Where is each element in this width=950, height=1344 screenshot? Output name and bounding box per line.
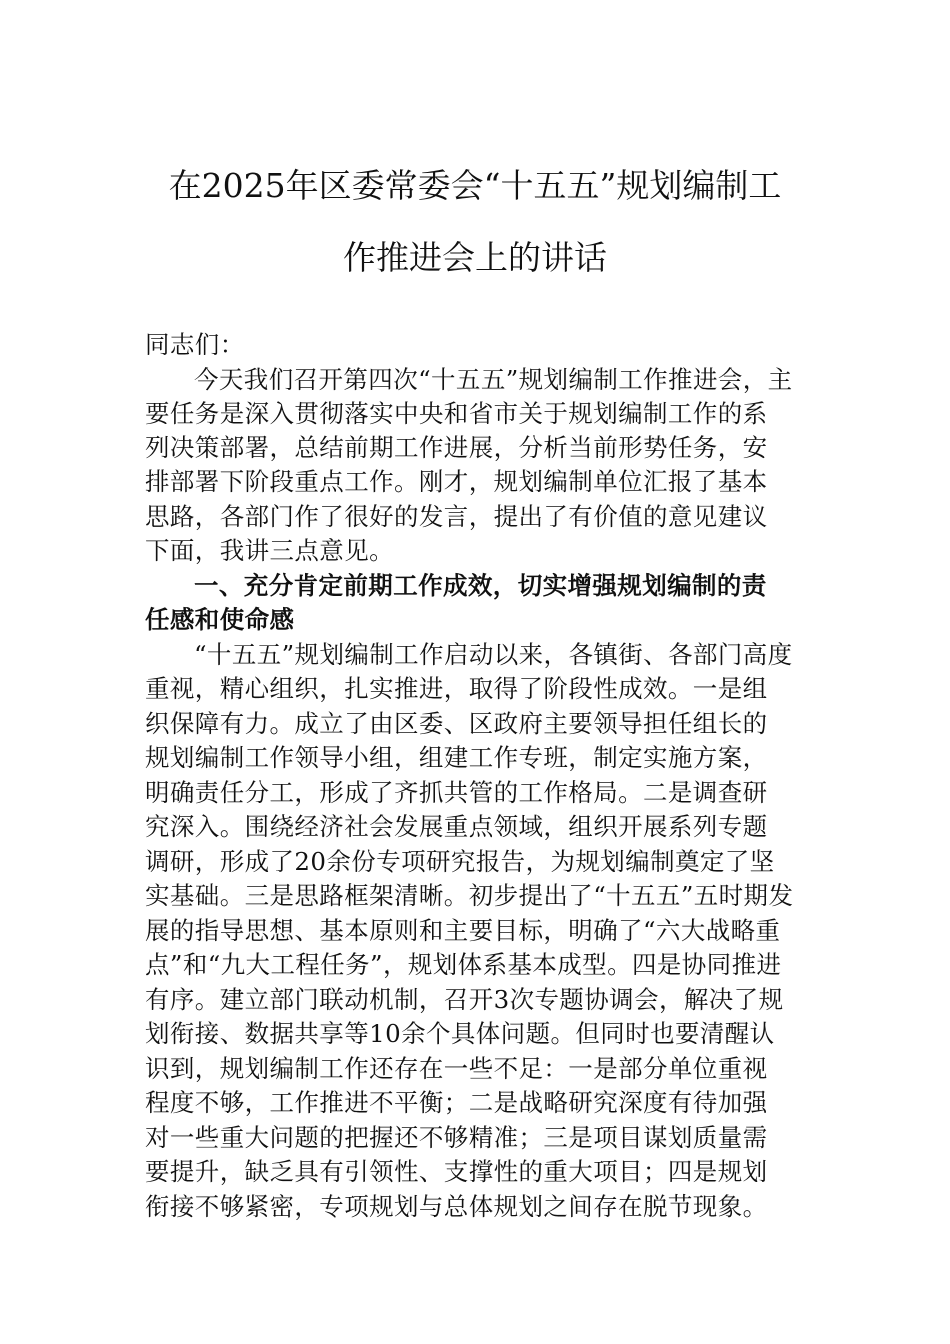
document-title-line-1: 在2025年区委常委会“十五五”规划编制工 bbox=[168, 166, 782, 205]
paragraph-2-line: 重视，精心组织，扎实推进，取得了阶段性成效。一是组 bbox=[145, 674, 768, 703]
paragraph-2-line: 要提升，缺乏具有引领性、支撑性的重大项目；四是规划 bbox=[145, 1157, 768, 1186]
paragraph-2-line: 点”和“九大工程任务”，规划体系基本成型。四是协同推进 bbox=[145, 950, 782, 979]
paragraph-1-line: 今天我们召开第四次“十五五”规划编制工作推进会，主 bbox=[194, 365, 793, 394]
paragraph-2-line: 有序。建立部门联动机制，召开3次专题协调会，解决了规 bbox=[145, 985, 784, 1014]
paragraph-2-line: 划衔接、数据共享等10余个具体问题。但同时也要清醒认 bbox=[145, 1019, 775, 1048]
paragraph-1-line: 下面，我讲三点意见。 bbox=[145, 536, 394, 565]
document-title-line-2: 作推进会上的讲话 bbox=[343, 238, 607, 277]
paragraph-2-line: 究深入。围绕经济社会发展重点领域，组织开展系列专题 bbox=[145, 812, 768, 841]
paragraph-1-line: 思路，各部门作了很好的发言，提出了有价值的意见建议 bbox=[145, 502, 768, 531]
salutation: 同志们： bbox=[145, 330, 245, 359]
paragraph-1-line: 排部署下阶段重点工作。刚才，规划编制单位汇报了基本 bbox=[145, 467, 768, 496]
section-heading-1-line: 任感和使命感 bbox=[145, 605, 295, 634]
paragraph-2-line: 对一些重大问题的把握还不够精准；三是项目谋划质量需 bbox=[145, 1123, 768, 1152]
paragraph-2-line: 织保障有力。成立了由区委、区政府主要领导担任组长的 bbox=[145, 709, 768, 738]
paragraph-2-line: 实基础。三是思路框架清晰。初步提出了“十五五”五时期发 bbox=[145, 881, 794, 910]
paragraph-2-line: 程度不够，工作推进不平衡；二是战略研究深度有待加强 bbox=[145, 1088, 768, 1117]
paragraph-2-line: 衔接不够紧密，专项规划与总体规划之间存在脱节现象。 bbox=[145, 1192, 768, 1221]
paragraph-2-line: “十五五”规划编制工作启动以来，各镇街、各部门高度 bbox=[194, 640, 793, 669]
paragraph-1-line: 列决策部署，总结前期工作进展，分析当前形势任务，安 bbox=[145, 433, 768, 462]
paragraph-1-line: 要任务是深入贯彻落实中央和省市关于规划编制工作的系 bbox=[145, 399, 768, 428]
section-heading-1-line: 一、充分肯定前期工作成效，切实增强规划编制的责 bbox=[194, 571, 767, 600]
paragraph-2-line: 展的指导思想、基本原则和主要目标，明确了“六大战略重 bbox=[145, 916, 781, 945]
paragraph-2-line: 识到，规划编制工作还存在一些不足：一是部分单位重视 bbox=[145, 1054, 768, 1083]
paragraph-2-line: 调研，形成了20余份专项研究报告，为规划编制奠定了坚 bbox=[145, 847, 775, 876]
paragraph-2-line: 规划编制工作领导小组，组建工作专班，制定实施方案， bbox=[145, 743, 768, 772]
paragraph-2-line: 明确责任分工，形成了齐抓共管的工作格局。二是调查研 bbox=[145, 778, 768, 807]
